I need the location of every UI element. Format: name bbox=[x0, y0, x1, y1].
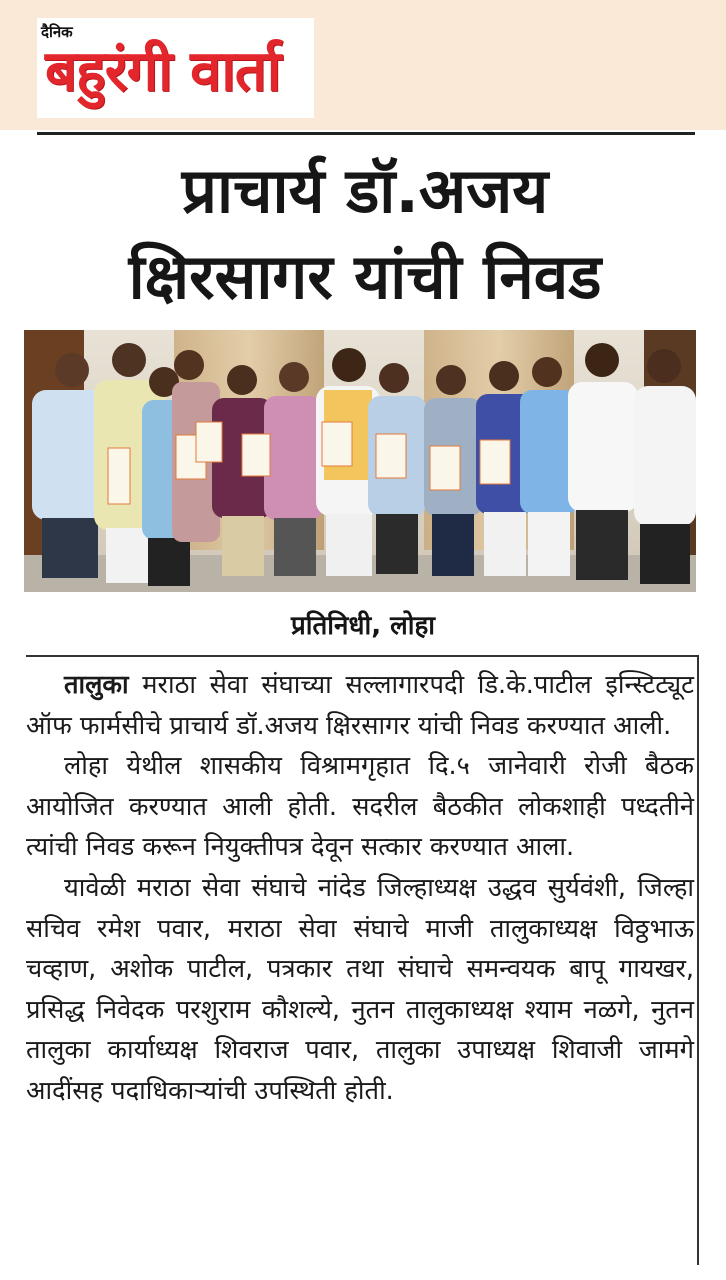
masthead-name: बहुरंगी वार्ता bbox=[45, 39, 281, 104]
group-photo-icon bbox=[24, 330, 696, 592]
masthead-divider bbox=[37, 132, 695, 135]
headline bbox=[20, 148, 710, 320]
headline-line-1: प्राचार्य डॉ.अजय bbox=[181, 154, 549, 227]
article-paragraph-2: लोहा येथील शासकीय विश्रामगृहात दि.५ जानेवारी रोजी बैठक आयोजित करण्यात आली होती. सदरील बैठकीत लोकशाही पध्दतीने त्यांची निवड करून नियुक्तीपत्र देवून सत्कार करण्यात आला. bbox=[26, 751, 694, 863]
article-paragraph-3: यावेळी मराठा सेवा संघाचे नांदेड जिल्हाध्यक्ष उद्धव सुर्यवंशी, जिल्हा सचिव रमेश पवार, मराठा सेवा संघाचे माजी तालुकाध्यक्ष विठ्ठभाऊ चव्हाण, अशोक पाटील, पत्रकार तथा संघाचे समन्वयक बापू गायखर, प्रसिद्ध निवेदक परशुराम कौशल्ये, नुतन तालुकाध्यक्ष श्याम नळगे, नुतन तालुका कार्याध्यक्ष शिवराज पवार, तालुका उपाध्यक्ष शिवाजी जामगे आदींसह पदाधिकाऱ्यांची उपस्थिती होती. bbox=[26, 872, 694, 1106]
article-top-rule bbox=[26, 655, 698, 657]
article-body bbox=[26, 665, 694, 1112]
article-side-rule bbox=[697, 655, 699, 1265]
masthead-logo bbox=[37, 18, 314, 118]
article-paragraph-1 bbox=[26, 665, 694, 746]
paragraph-1-text: मराठा सेवा संघाच्या सल्लागारपदी डि.के.पाटील इन्स्टिट्यूट ऑफ फार्मसीचे प्राचार्य डॉ.अजय क्षिरसागर यांची निवड करण्यात आली. bbox=[26, 670, 694, 741]
group-photo bbox=[24, 330, 696, 592]
headline-line-2: क्षिरसागर यांची निवड bbox=[128, 240, 602, 313]
byline: प्रतिनिधी, लोहा bbox=[290, 611, 436, 641]
masthead-small-label: दैनिक bbox=[41, 23, 73, 41]
lead-word: तालुका bbox=[64, 670, 129, 700]
